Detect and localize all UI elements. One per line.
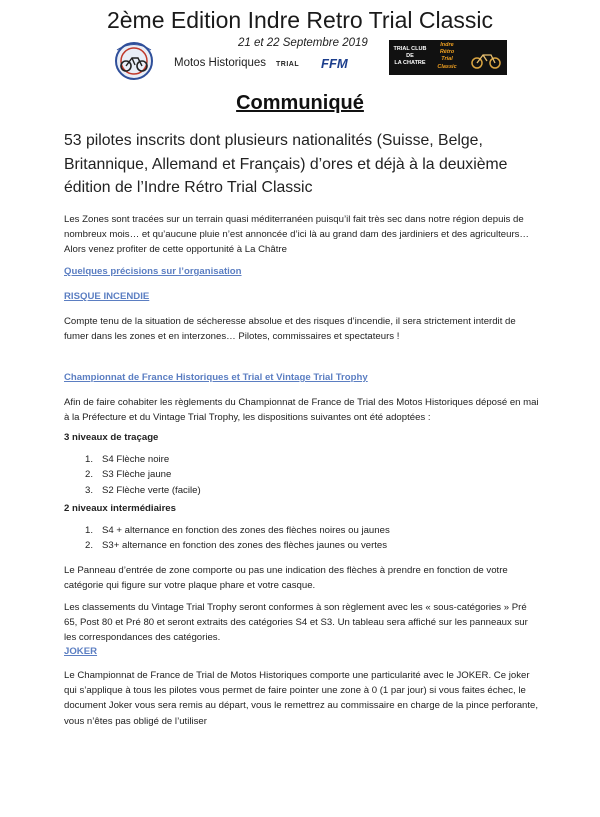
list-item: 2. S3+ alternance en fonction des zones des flèches jaunes ou vertes: [85, 540, 388, 552]
championnat-paragraph: Afin de faire cohabiter les règlements du Championnat de France de Trial des Motos Historiques déposé en mai à la Préfecture et du Vintage Trial Trophy, les dispositions suivantes ont été adoptées :: [64, 397, 539, 424]
section-heading-championnat: Championnat de France Historiques et Trial et Vintage Trial Trophy: [64, 372, 368, 383]
trial-logo: TRIAL: [276, 61, 300, 68]
ffm-logo: FFM: [321, 56, 348, 71]
intro-paragraph: Les Zones sont tracées sur un terrain quasi méditerranéen puisqu’il fait très sec dans notre région depuis de nombreux mois… et qu’aucune pluie n’est annoncée d’ici là au grand dam des jardiniers et des agriculteurs… Alors venez profiter de cette opportunité à La Châtre: [64, 214, 530, 256]
communique-heading: Communiqué: [236, 92, 364, 114]
headline: 53 pilotes inscrits dont plusieurs nationalités (Suisse, Belge, Britannique, Allemand et Français) d’ores et déjà à la deuxième édition de l’Indre Rétro Trial Classic: [64, 132, 508, 196]
trial-club-logo-text: TRIAL CLUB DE LA CHATRE: [393, 46, 427, 66]
joker-paragraph: Le Championnat de France de Trial de Motos Historiques comporte une particularité avec le JOKER. Ce joker qui s’applique à tous les pilotes vous permet de faire pointer une zone à 0 (1 par jour) si vous faites échec, le document Joker vous sera remis au départ, vous le remettrez au commissaire en charge de la pince perforante, vous n’êtes pas obligé de l’utiliser: [64, 670, 539, 727]
indre-retro-logo-text: Indre Rétro Trial Classic: [437, 42, 457, 70]
motorcycle-club-logo: [111, 41, 157, 81]
event-logo: [389, 40, 507, 75]
event-date: 21 et 22 Septembre 2019: [238, 37, 368, 49]
classements-paragraph: Les classements du Vintage Trial Trophy seront conformes à son règlement avec les « sous-catégories » Pré 65, Post 80 et Pré 80 et seront extraits des catégories S4 et S3. Un tableau sera affiché sur les panneaux sur les correspondances des catégories.: [64, 602, 528, 644]
list-item: 3. S2 Flèche verte (facile): [85, 484, 201, 496]
subheading-niveaux-intermediaires: 2 niveaux intermédiaires: [64, 503, 176, 514]
subheading-niveaux-tracage: 3 niveaux de traçage: [64, 432, 159, 443]
risque-paragraph: Compte tenu de la situation de sécheresse absolue et des risques d’incendie, il sera strictement interdit de fumer dans les zones et en interzones… Pilotes, commissaires et spectateurs !: [64, 316, 516, 343]
motorcycle-icon: [469, 49, 503, 69]
list-item: 1. S4 Flèche noire: [85, 454, 170, 465]
list-item: 1. S4 + alternance en fonction des zones des flèches noires ou jaunes: [85, 525, 390, 536]
section-heading-joker: JOKER: [64, 646, 98, 657]
event-title: 2ème Edition Indre Retro Trial Classic: [106, 7, 494, 33]
tracage-list: [85, 452, 201, 498]
intermediaires-list: [85, 523, 390, 554]
section-heading-risque-incendie: RISQUE INCENDIE: [64, 291, 150, 302]
motos-historiques-logo: Motos Historiques: [174, 57, 267, 69]
panneau-paragraph: Le Panneau d’entrée de zone comporte ou pas une indication des flèches à prendre en fonction de votre catégorie qui figure sur votre plaque phare et votre casque.: [64, 565, 508, 592]
section-heading-precisions: Quelques précisions sur l’organisation: [64, 266, 242, 277]
list-item: 2. S3 Flèche jaune: [85, 469, 172, 481]
